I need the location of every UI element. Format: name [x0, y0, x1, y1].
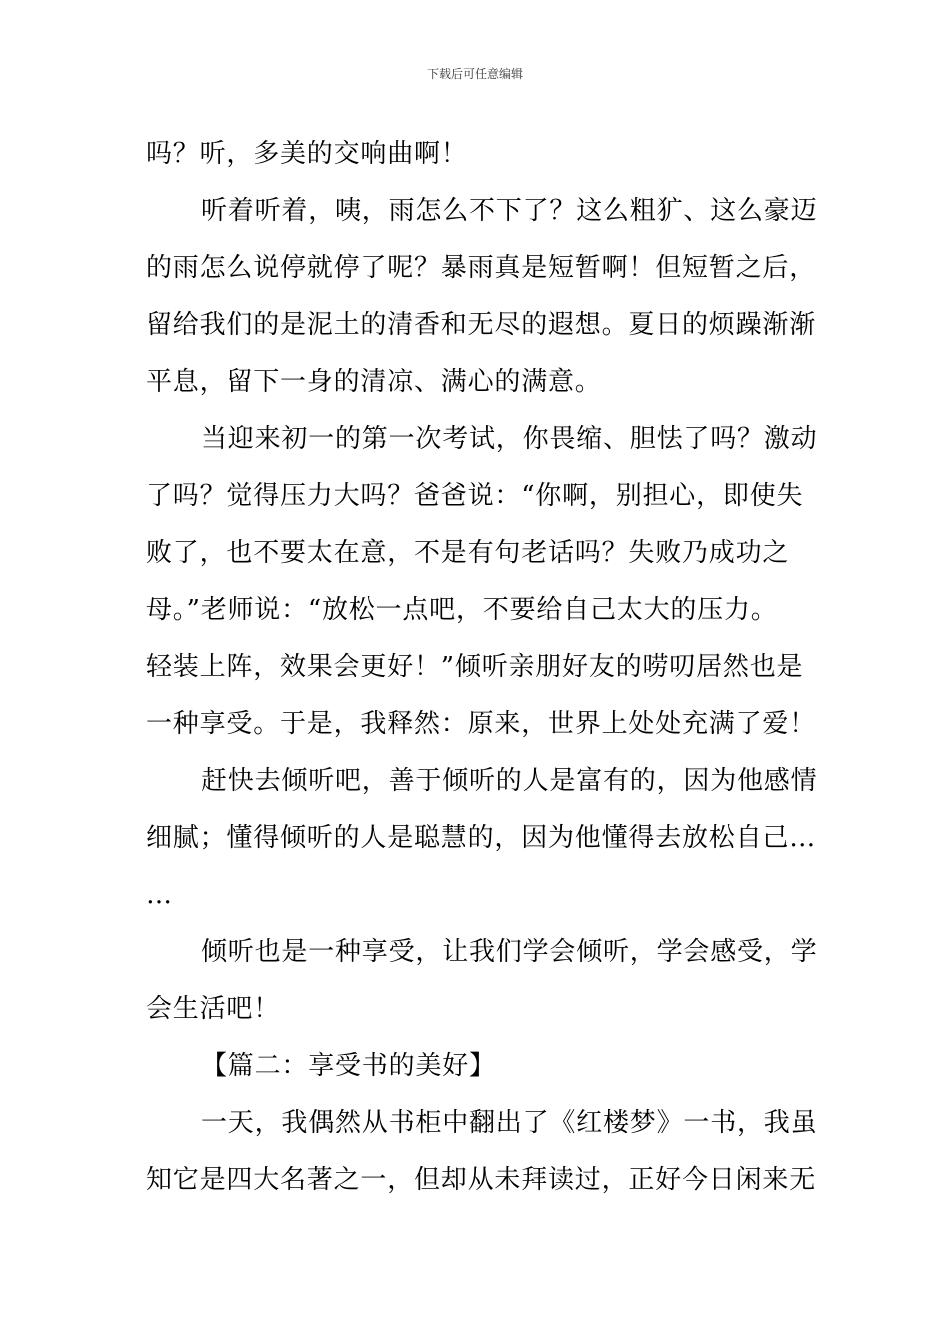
text-line: 吗？听，多美的交响曲啊！ — [146, 139, 468, 169]
text-line: 一种享受。于是，我释然：原来，世界上处处充满了爱！ — [146, 709, 817, 739]
text-line: 留给我们的是泥土的清香和无尽的遐想。夏日的烦躁渐渐 — [146, 310, 817, 340]
text-line: 的雨怎么说停就停了呢？暴雨真是短暂啊！但短暂之后， — [146, 253, 817, 283]
text-line: 会生活吧！ — [146, 994, 281, 1024]
article-body — [146, 126, 818, 1209]
text-line: 细腻；懂得倾听的人是聪慧的，因为他懂得去放松自己… — [146, 823, 817, 853]
text-line: 赶快去倾听吧，善于倾听的人是富有的，因为他感情 — [201, 766, 818, 796]
text-line: 母。”老师说：“放松一点吧，不要给自己太大的压力。 — [146, 595, 778, 625]
text-line: 听着听着，咦，雨怎么不下了？这么粗犷、这么豪迈 — [201, 196, 818, 226]
text-line: 了吗？觉得压力大吗？爸爸说：“你啊，别担心，即使失 — [146, 481, 804, 511]
text-line: 轻装上阵，效果会更好！”倾听亲朋好友的唠叨居然也是 — [146, 652, 804, 682]
text-line: 当迎来初一的第一次考试，你畏缩、胆怯了吗？激动 — [201, 424, 818, 454]
text-line: 败了，也不要太在意，不是有句老话吗？失败乃成功之 — [146, 538, 790, 568]
text-line: 一天，我偶然从书柜中翻出了《红楼梦》一书，我虽 — [201, 1108, 818, 1138]
text-line: 倾听也是一种享受，让我们学会倾听，学会感受，学 — [201, 937, 818, 967]
text-line: … — [146, 880, 173, 910]
section-heading: 【篇二：享受书的美好】 — [201, 1051, 496, 1081]
text-line: 知它是四大名著之一，但却从未拜读过，正好今日闲来无 — [146, 1165, 817, 1195]
page-header: 下载后可任意编辑 — [426, 67, 523, 81]
text-line: 平息，留下一身的清凉、满心的满意。 — [146, 367, 602, 397]
